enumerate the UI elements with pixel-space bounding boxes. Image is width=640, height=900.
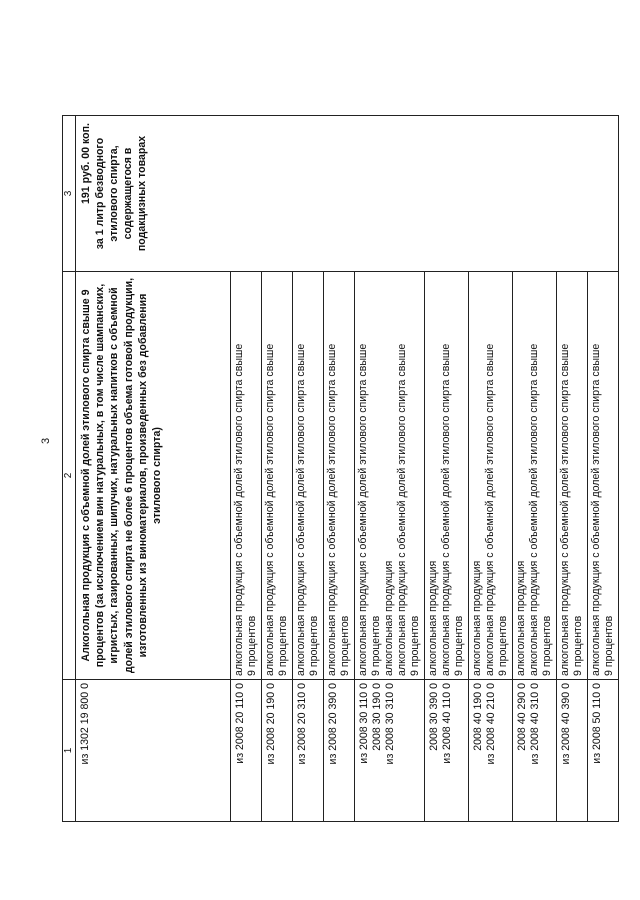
description-line: 9 процентов <box>541 615 553 676</box>
description-line: 9 процентов <box>497 615 509 676</box>
tariff-code: из 2008 30 110 0 <box>358 683 370 764</box>
description-cell <box>231 272 262 680</box>
description-line: 9 процентов <box>572 615 584 676</box>
code-cell <box>355 680 425 822</box>
page-number: 3 <box>40 437 52 444</box>
description-line: алкогольная продукция с объемной долей этилового спирта свыше <box>559 343 571 676</box>
description-line: алкогольная продукция <box>471 560 483 676</box>
description-cell <box>293 272 324 680</box>
code-cell <box>469 680 513 822</box>
description-line: алкогольная продукция с объемной долей этилового спирта свыше <box>357 343 369 676</box>
code-cell <box>588 680 619 822</box>
description-line: алкогольная продукция с объемной долей этилового спирта свыше <box>233 343 245 676</box>
code-cell <box>293 680 324 822</box>
description-line: алкогольная продукция <box>383 560 395 676</box>
code-cell <box>262 680 293 822</box>
tariff-code: из 2008 20 390 0 <box>327 683 339 765</box>
code-cell <box>231 680 262 822</box>
tariff-code: 2008 30 390 0 <box>428 683 440 751</box>
description-line: алкогольная продукция <box>515 560 527 676</box>
description-line: 9 процентов <box>339 615 351 676</box>
tariff-code: 2008 30 190 0 <box>371 683 383 751</box>
tariff-code: из 2008 20 110 0 <box>234 683 246 764</box>
tariff-code: из 2008 40 110 0 <box>441 683 453 764</box>
column-header-2: 2 <box>63 272 76 680</box>
rotated-content <box>62 116 615 822</box>
description-line: алкогольная продукция с объемной долей этилового спирта свыше <box>264 343 276 676</box>
description-line: алкогольная продукция с объемной долей этилового спирта свыше <box>590 343 602 676</box>
description-cell <box>324 272 355 680</box>
tariff-code: из 2008 40 390 0 <box>560 683 572 765</box>
code-cell <box>324 680 355 822</box>
code-cell <box>557 680 588 822</box>
tariff-code: 2008 40 190 0 <box>472 683 484 751</box>
description-line: 9 процентов <box>370 615 382 676</box>
tariff-code: из 2008 20 190 0 <box>265 683 277 765</box>
table-header-row <box>63 116 76 822</box>
tariff-code: 2008 40 290 0 <box>516 683 528 751</box>
description-cell <box>588 272 619 680</box>
main-description-cell: Алкогольная продукция с объемной долей этилового спирта свыше 9 процентов (за исключением вин натуральных, в том числе шампанских, игристых, газированных, шипучих, натуральных напитков с объемной долей этилового спирта не более 6 процентов объема готовой продукции, изготовленных из виноматериалов, произведенных без добавления этилового спирта) <box>76 272 231 680</box>
code-cell <box>513 680 557 822</box>
tariff-code: из 2008 30 310 0 <box>384 683 396 765</box>
description-line: алкогольная продукция <box>427 560 439 676</box>
description-line: алкогольная продукция с объемной долей этилового спирта свыше <box>440 343 452 676</box>
description-line: алкогольная продукция с объемной долей этилового спирта свыше <box>396 343 408 676</box>
description-cell <box>262 272 293 680</box>
tariff-code: из 2008 20 310 0 <box>296 683 308 765</box>
description-line: алкогольная продукция с объемной долей этилового спирта свыше <box>295 343 307 676</box>
description-line: 9 процентов <box>308 615 320 676</box>
tariff-code: из 2008 40 210 0 <box>485 683 497 765</box>
excise-rate-table <box>62 115 619 822</box>
description-line: алкогольная продукция с объемной долей этилового спирта свыше <box>326 343 338 676</box>
column-header-1: 1 <box>63 680 76 822</box>
description-line: алкогольная продукция с объемной долей этилового спирта свыше <box>484 343 496 676</box>
rate-description: за 1 литр безводного этилового спирта, содержащегося в подакцизных товарах <box>94 135 148 252</box>
column-header-3: 3 <box>63 116 76 272</box>
description-line: 9 процентов <box>277 615 289 676</box>
main-code: из 1302 19 800 0 <box>79 683 91 765</box>
description-line: 9 процентов <box>409 615 421 676</box>
description-line: 9 процентов <box>453 615 465 676</box>
description-line: 9 процентов <box>246 615 258 676</box>
tariff-code: из 2008 40 310 0 <box>529 683 541 765</box>
description-line: алкогольная продукция с объемной долей этилового спирта свыше <box>528 343 540 676</box>
tariff-code: из 2008 50 110 0 <box>591 683 603 764</box>
rate-cell <box>76 116 619 272</box>
description-cell <box>355 272 425 680</box>
table-row-main <box>76 116 231 822</box>
description-cell <box>513 272 557 680</box>
code-cell <box>425 680 469 822</box>
description-cell <box>469 272 513 680</box>
rate-amount: 191 руб. 00 коп. <box>80 123 92 204</box>
description-cell <box>557 272 588 680</box>
description-cell <box>425 272 469 680</box>
main-code-cell <box>76 680 231 822</box>
description-line: 9 процентов <box>603 615 615 676</box>
